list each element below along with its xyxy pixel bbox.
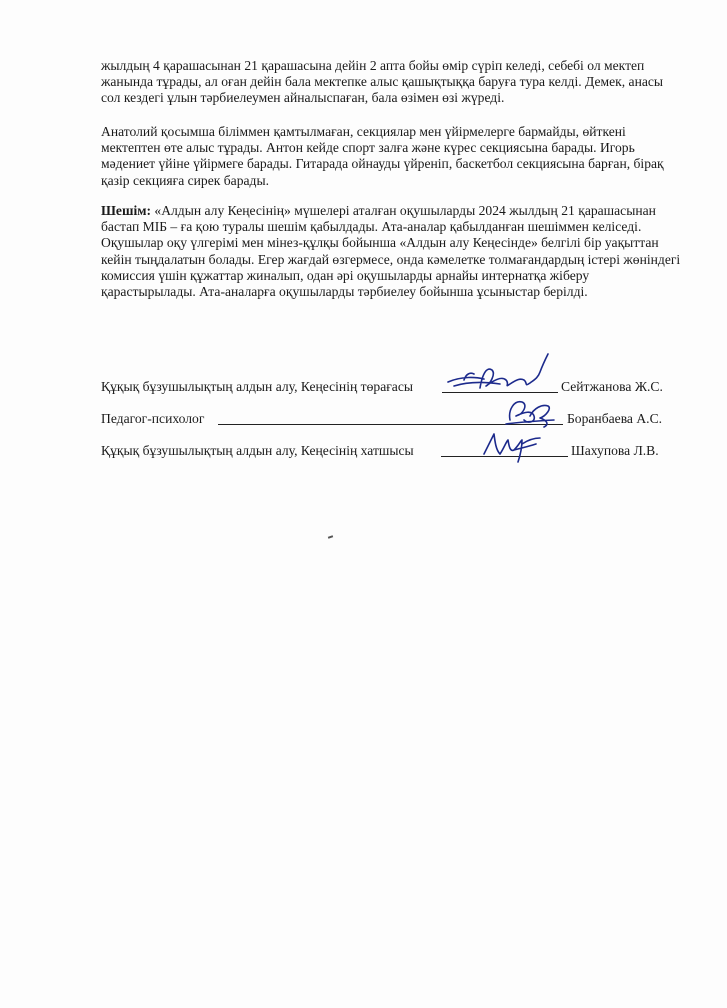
paragraph-decision <box>101 203 681 300</box>
scan-speck <box>328 535 333 538</box>
signature-name: Боранбаева А.С. <box>567 411 663 426</box>
signature-role: Педагог-психолог <box>101 411 205 426</box>
signature-role: Құқық бұзушылықтың алдын алу, Кеңесінің хатшысы <box>101 443 414 458</box>
decision-label: Шешім: <box>101 203 152 218</box>
signature-role: Құқық бұзушылықтың алдын алу, Кеңесінің төрағасы <box>101 379 414 394</box>
paragraph-extracurricular: Анатолий қосымша біліммен қамтылмаған, секциялар мен үйірмелерге бармайды, өйткені мектептен өте алыс тұрады. Антон кейде спорт залға және күрес секциясына барады. Игорь мәдениет үйіне үйірмеге барады. Гитарада ойнауды үйреніп, баскетбол секциясына барған, бірақ қазір секцияға сирек барады. <box>101 124 664 188</box>
handwritten-signature-secretary <box>478 428 548 464</box>
signature-underline <box>218 424 563 425</box>
signature-name: Сейтжанова Ж.С. <box>561 379 663 394</box>
signature-underline <box>442 392 558 393</box>
signature-name: Шахупова Л.В. <box>571 443 659 458</box>
decision-text: «Алдын алу Кеңесінің» мүшелері аталған оқушыларды 2024 жылдың 21 қарашасынан бастап МІБ – ға қою туралы шешім қабылдады. Ата-аналар қабылданған шешіммен келіседі. Оқушылар оқу үлгерімі мен мінез-құлқы бойынша «Алдын алу Кеңесінде» белгілі бір уақыттан кейін тыңдалатын болады. Егер жағдай өзгермесе, онда кәмелетке толмағандардың істері жөніндегі комиссия үшін құжаттар жиналып, одан әрі оқушыларды арнайы интернатқа жіберу қарастырылады. Ата-аналарға оқушыларды тәрбиелеу бойынша ұсыныстар берілді. <box>101 203 681 300</box>
paragraph-living-situation: жылдың 4 қарашасынан 21 қарашасына дейін 2 апта бойы өмір сүріп келеді, себебі ол мектеп жанында тұрады, ал оған дейін бала мектепке алыс қашықтыққа баруға тура келді. Демек, анасы сол кездегі ұлын тәрбиелеумен айналыспаған, бала өзімен өзі жүреді. <box>101 58 664 106</box>
signature-underline <box>441 456 568 457</box>
